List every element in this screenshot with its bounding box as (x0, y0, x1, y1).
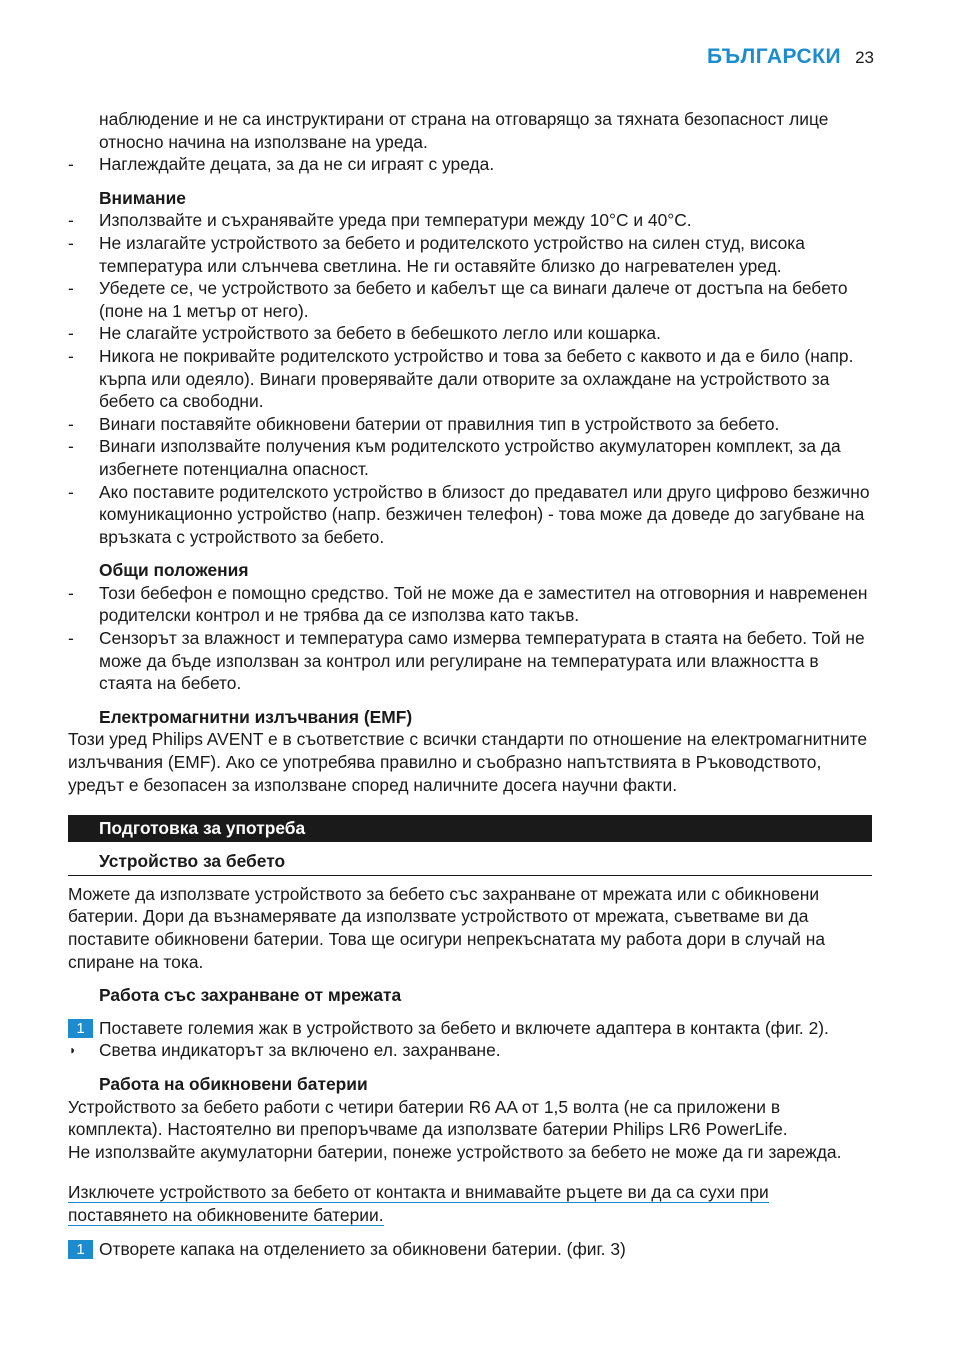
mains-heading: Работа със захранване от мрежата (99, 985, 402, 1006)
step-item: 1 Отворете капака на отделението за обикновени батерии. (фиг. 3) (68, 1238, 872, 1261)
dash-icon: - (68, 154, 74, 175)
dash-icon: - (68, 323, 74, 344)
language-label: БЪЛГАРСКИ (706, 45, 842, 68)
batteries-text: Устройството за бебето работи с четири батерии R6 AA от 1,5 волта (не са приложени в комплекта). Настоятелно ви препоръчваме да използвате батерии Philips LR6 PowerLife. (68, 1096, 788, 1140)
list-item: - Сензорът за влажност и температура само измерва температурата в стаята на бебето. Той не може да бъде използван за контрол или регулиране на температурата или влажността в стаята на бебето. (68, 628, 865, 694)
list-item: - Не слагайте устройството за бебето в бебешкото легло или кошарка. (68, 323, 661, 344)
dash-icon: - (68, 278, 74, 299)
list-item: - Ако поставите родителското устройство в близост до предавател или друго цифрово безжично комуникационно устройство (напр. безжичен телефон) - това може да доведе до загубване на връзката с устройството за бебето. (68, 481, 870, 547)
dash-icon: - (68, 628, 74, 649)
list-item: - Убедете се, че устройството за бебето и кабелът ще са винаги далече от достъпа на бебето (поне на 1 метър от него). (68, 278, 848, 321)
list-item: - Не излагайте устройството за бебето и родителското устройство на силен студ, висока температура или слънчева светлина. Не ги оставяйте близко до нагревателен уред. (68, 232, 805, 276)
section-title-bar: Подготовка за употреба (68, 815, 872, 842)
dash-icon: - (68, 345, 74, 366)
list-item: - Този бебефон е помощно средство. Той не може да е заместител на отговорния и навременен родителски контрол и не трябва да се използва като такъв. (68, 582, 868, 626)
list-item: - Никога не покривайте родителското устройство и това за бебето с каквото и да е било (напр. кърпа или одеяло). Винаги проверявайте дали отворите за охлаждане на устройството за бебето са свободни. (68, 345, 854, 412)
warning-line-2: поставянето на обикновените батерии. (68, 1204, 384, 1225)
dash-icon: - (68, 436, 74, 457)
intro-continuation: наблюдение и не са инструктирани от страна на отговарящо за тяхната безопасност лице относно начина на използване на уреда. (99, 109, 829, 152)
dash-icon: - (68, 413, 74, 434)
list-item: - Винаги използвайте получения към родителското устройство акумулаторен комплект, за да избегнете потенциална опасност. (68, 436, 841, 479)
batteries-text-2: Не използвайте акумулаторни батерии, понеже устройството за бебето не може да ги зарежда. (68, 1141, 842, 1162)
list-item: - Винаги поставяйте обикновени батерии от правилния тип в устройството за бебето. (68, 413, 780, 434)
dash-icon: - (68, 582, 74, 603)
general-list (68, 582, 872, 695)
page-number: 23 (855, 48, 874, 67)
dash-icon: - (68, 232, 74, 253)
result-item: ◗ Светва индикаторът за включено ел. захранване. (69, 1040, 501, 1061)
batteries-heading: Работа на обикновени батерии (99, 1073, 368, 1094)
baby-unit-intro: Можете да използвате устройството за бебето със захранване от мрежата или с обикновени батерии. Дори да възнамерявате да използвате устройството от мрежата, съветваме ви да поставите обикновени батерии. Това ще осигури непрекъснатата му работа дори в случай на спиране на тока. (68, 883, 826, 972)
baby-unit-subheading: Устройство за бебето (68, 850, 872, 876)
caution-list (68, 209, 872, 548)
step-number-badge: 1 (68, 1240, 93, 1259)
step-item: 1 Поставете големия жак в устройството за бебето и включете адаптера в контакта (фиг. 2). (68, 1017, 872, 1040)
warning-note (68, 1181, 872, 1226)
warning-line-1: Изключете устройството за бебето от контакта и внимавайте ръцете ви да са сухи при (68, 1182, 769, 1203)
page-content (68, 108, 872, 1260)
arrow-right-icon: ◗ (69, 1043, 77, 1058)
list-item: - Използвайте и съхранявайте уреда при температури между 10°C и 40°C. (68, 210, 692, 231)
page-header (707, 46, 874, 70)
step-number-badge: 1 (68, 1019, 93, 1038)
general-heading: Общи положения (99, 560, 249, 581)
emf-text: Този уред Philips AVENT е в съответствие с всички стандарти по отношение на електромагнитните излъчвания (EMF). Ако се употребява правилно и съобразно напътствията в Ръководството, уредът е безопасен за използване според наличните досега научни факти. (68, 729, 868, 795)
caution-heading: Внимание (99, 187, 186, 208)
emf-heading: Електромагнитни излъчвания (EMF) (99, 706, 413, 727)
dash-icon: - (68, 210, 74, 231)
list-item: - Наглеждайте децата, за да не си играят с уреда. (68, 154, 495, 175)
dash-icon: - (68, 481, 74, 502)
